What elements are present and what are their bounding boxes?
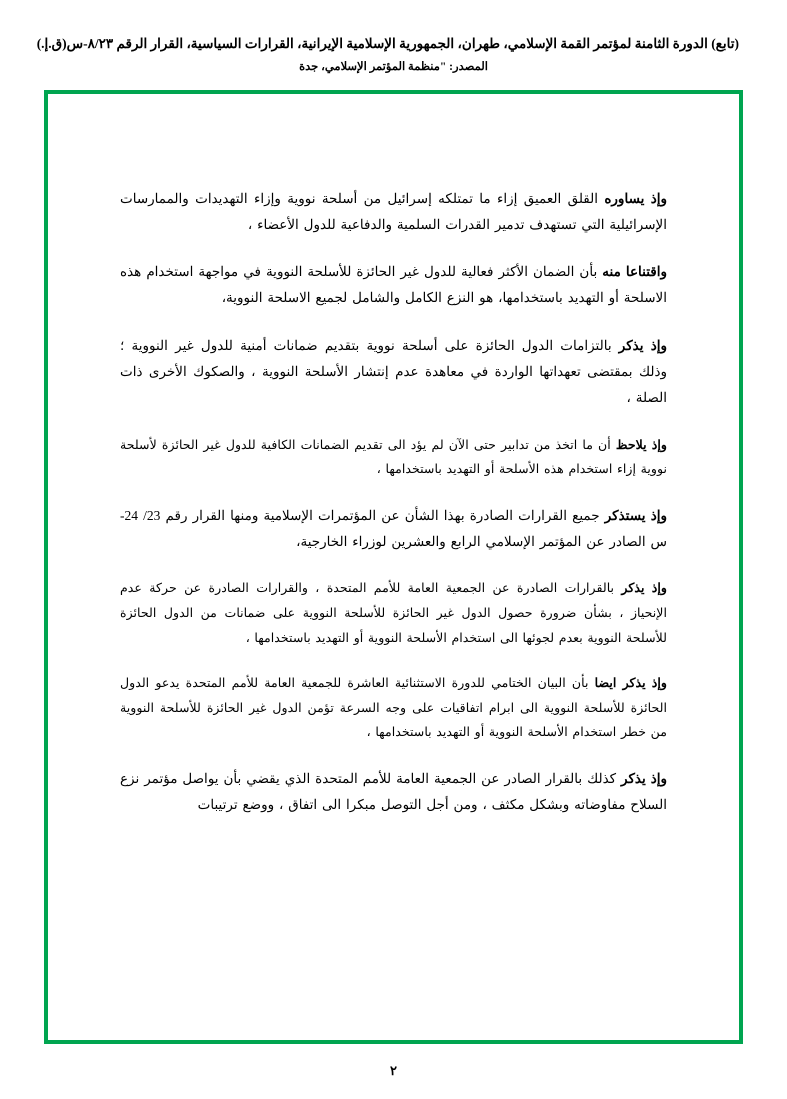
paragraph bbox=[120, 333, 667, 412]
paragraph-text: بالقرارات الصادرة عن الجمعية العامة للأمم المتحدة ، والقرارات الصادرة عن حركة عدم الإنحياز ، بشأن ضرورة حصول الدول غير الحائزة للأسلحة النووية على ضمانات من الدول الحائزة للأسلحة النووية بعدم لجوئها الى استخدام الأسلحة النووية أو التهديد باستخدامها ، bbox=[120, 581, 667, 645]
paragraph-text: جميع القرارات الصادرة بهذا الشأن عن المؤتمرات الإسلامية ومنها القرار رقم 23/ 24-س الصادر عن المؤتمر الإسلامي الرابع والعشرين لوزراء الخارجية، bbox=[120, 507, 667, 550]
paragraph bbox=[120, 671, 667, 745]
paragraph-lead: وإذ يذكر ايضا bbox=[594, 676, 667, 691]
paragraph bbox=[120, 259, 667, 312]
paragraph-text: بأن الضمان الأكثر فعالية للدول غير الحائزة للأسلحة النووية في مواجهة استخدام هذه الاسلحة أو التهديد باستخدامها، هو النزع الكامل والشامل لجميع الاسلحة النووية، bbox=[120, 264, 667, 306]
paragraph-text: أن ما اتخذ من تدابير حتى الآن لم يؤد الى تقديم الضمانات الكافية للدول غير الحائزة لأسلحة نووية إزاء استخدام هذه الأسلحة أو التهديد باستخدامها ، bbox=[120, 437, 667, 477]
paragraph-text: كذلك بالقرار الصادر عن الجمعية العامة للأمم المتحدة الذي يقضي بأن يواصل مؤتمر نزع السلاح مفاوضاته وبشكل مكثف ، ومن أجل التوصل مبكرا الى اتفاق ، ووضع ترتيبات bbox=[120, 770, 667, 812]
paragraph-lead: وإذ يذكر bbox=[621, 581, 668, 596]
paragraph-lead: وإذ يذكر bbox=[621, 770, 667, 786]
document-header bbox=[36, 34, 739, 77]
paragraph-text: بالتزامات الدول الحائزة على أسلحة نووية بتقديم ضمانات أمنية للدول غير النووية ؛ وذلك بمقتضى تعهداتها الواردة في معاهدة عدم إنتشار الأسلحة النووية ، والصكوك الأخرى ذات الصلة ، bbox=[120, 337, 667, 406]
paragraph-lead: وإذ يستذكر bbox=[604, 507, 667, 523]
header-source-line: المصدر: "منظمة المؤتمر الإسلامي، جدة bbox=[299, 61, 488, 74]
paragraph-lead: وإذ يساوره bbox=[604, 190, 667, 206]
paragraph-lead: وإذ يلاحظ bbox=[615, 437, 667, 452]
paragraph bbox=[120, 433, 667, 482]
paragraph-text: بأن البيان الختامي للدورة الاستثنائية العاشرة للجمعية العامة للأمم المتحدة يدعو الدول الحائزة للأسلحة النووية الى ابرام اتفاقيات على وجه السرعة تؤمن الدول غير الحائزة للأسلحة النووية من خطر استخدام الأسلحة النووية أو التهديد باستخدامها ، bbox=[120, 676, 667, 740]
page-border-frame bbox=[44, 90, 743, 1044]
paragraph bbox=[120, 503, 667, 556]
paragraph bbox=[120, 576, 667, 650]
document-body bbox=[120, 172, 667, 839]
paragraph-text: القلق العميق إزاء ما تمتلكه إسرائيل من أسلحة نووية وإزاء التهديدات والممارسات الإسرائيلية التي تستهدف تدمير القدرات السلمية والدفاعية للدول الأعضاء ، bbox=[120, 190, 667, 232]
paragraph bbox=[120, 186, 667, 239]
paragraph-lead: وإذ يذكر bbox=[618, 337, 667, 353]
paragraph-lead: واقتناعا منه bbox=[602, 264, 667, 280]
page-number: ٢ bbox=[390, 1063, 397, 1078]
paragraph bbox=[120, 766, 667, 819]
header-title-line: (تابع) الدورة الثامنة لمؤتمر القمة الإسلامي، طهران، الجمهورية الإسلامية الإيرانية، القرارات السياسية، القرار الرقم ٨/٢٣-س(ق.إ.) bbox=[36, 36, 739, 51]
